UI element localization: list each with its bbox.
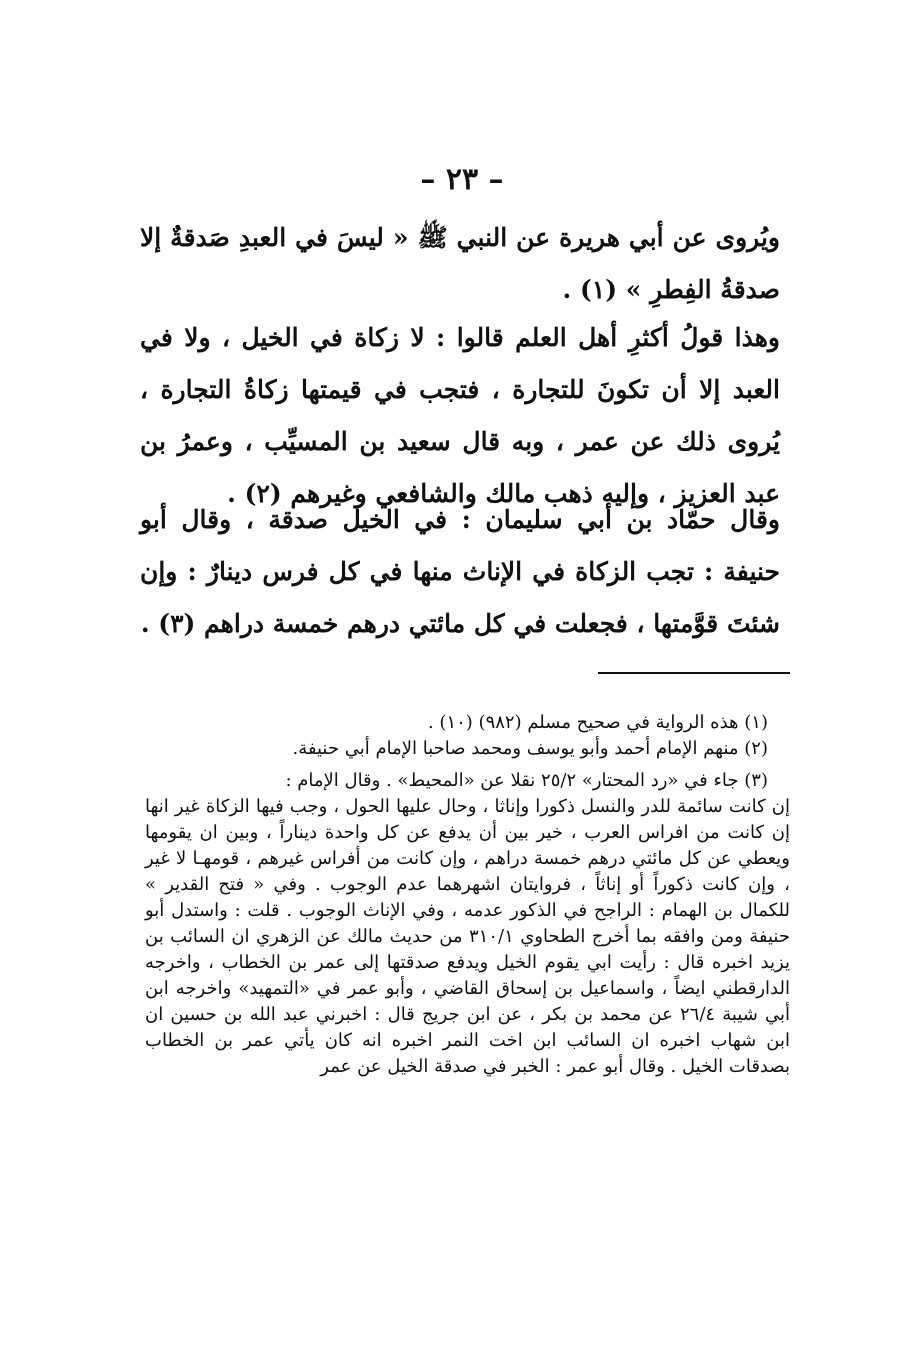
footnotes xyxy=(145,710,790,1080)
paragraph-3: وقال حمّاد بن أبي سليمان : في الخيل صدقة ، وقال أبو حنيفة : تجب الزكاة في الإناث منها في كل فرس دينارٌ : وإن شئتَ قوَّمتها ، فجعلت في كل مائتي درهم خمسة دراهم (٣) . xyxy=(140,505,780,638)
paragraph-1: ويُروى عن أبي هريرة عن النبي ﷺ « ليسَ في العبدِ صَدقةٌ إلا صدقةُ الفِطرِ » (١) . xyxy=(140,223,780,304)
footnote-3-body: إن كانت سائمة للدر والنسل ذكورا وإناثا ، وحال عليها الحول ، وجب فيها الزكاة غير انها إن كانت من افراس العرب ، خير بين أن يدفع عن كل واحدة ديناراً ، وبين ان يقومها ويعطي عن كل مائتي درهم خمسة دراهم ، وإن كانت من أفراس غيرهم ، قومهـا لا غير ، وإن كانت ذكوراً أو إناثاً ، فروايتان اشهرهما عدم الوجوب . وفي « فتح القدير » للكمال بن الهمام : الراجح في الذكور عدمه ، وفي الإناث الوجوب . قلت : واستدل أبو حنيفة ومن وافقه بما أخرج الطحاوي ٣١٠/١ من حديث مالك عن الزهري ان السائب بن يزيد اخبره قال : رأيت ابي يقوم الخيل ويدفع صدقتها إلى عمر بن الخطاب ، واخرجه الدارقطني ايضاً ، واسماعيل بن إسحاق القاضي ، وأبو عمر في «التمهيد» واخرجه ابن أبي شيبة ٢٦/٤ عن محمد بن بكر ، عن ابن جريج قال : اخبرني عبد الله بن حسين ان ابن شهاب اخبره ان السائب ابن اخت النمر اخبره انه كان يأتي عمر بن الخطاب بصدقات الخيل . وقال أبو عمر : الخبر في صدقة الخيل عن عمر xyxy=(145,796,790,1077)
footnote-separator xyxy=(598,672,790,674)
paragraph-2: وهذا قولُ أكثرِ أهل العلم قالوا : لا زكاة في الخيل ، ولا في العبد إلا أن تكونَ للتجارة ، فتجب في قيمتها زكاةُ التجارة ، يُروى ذلك عن عمر ، وبه قال سعيد بن المسيِّب ، وعمرُ بن عبد العزيز ، وإليه ذهب مالك والشافعي وغيرهم (٢) . xyxy=(140,323,780,508)
page-number: – ٢٣ – xyxy=(420,162,504,197)
footnote-2: (٢) منهم الإمام أحمد وأبو يوسف ومحمد صاحبا الإمام أبي حنيفة. xyxy=(292,738,768,759)
footnote-3 xyxy=(145,768,790,1080)
footnote-1: (١) هذه الرواية في صحيح مسلم (٩٨٢) (١٠) . xyxy=(427,712,768,733)
footnote-3-heading: (٣) جاء في «رد المحتار» ٢٥/٢ نقلا عن «المحيط» . وقال الإمام : xyxy=(285,770,768,791)
